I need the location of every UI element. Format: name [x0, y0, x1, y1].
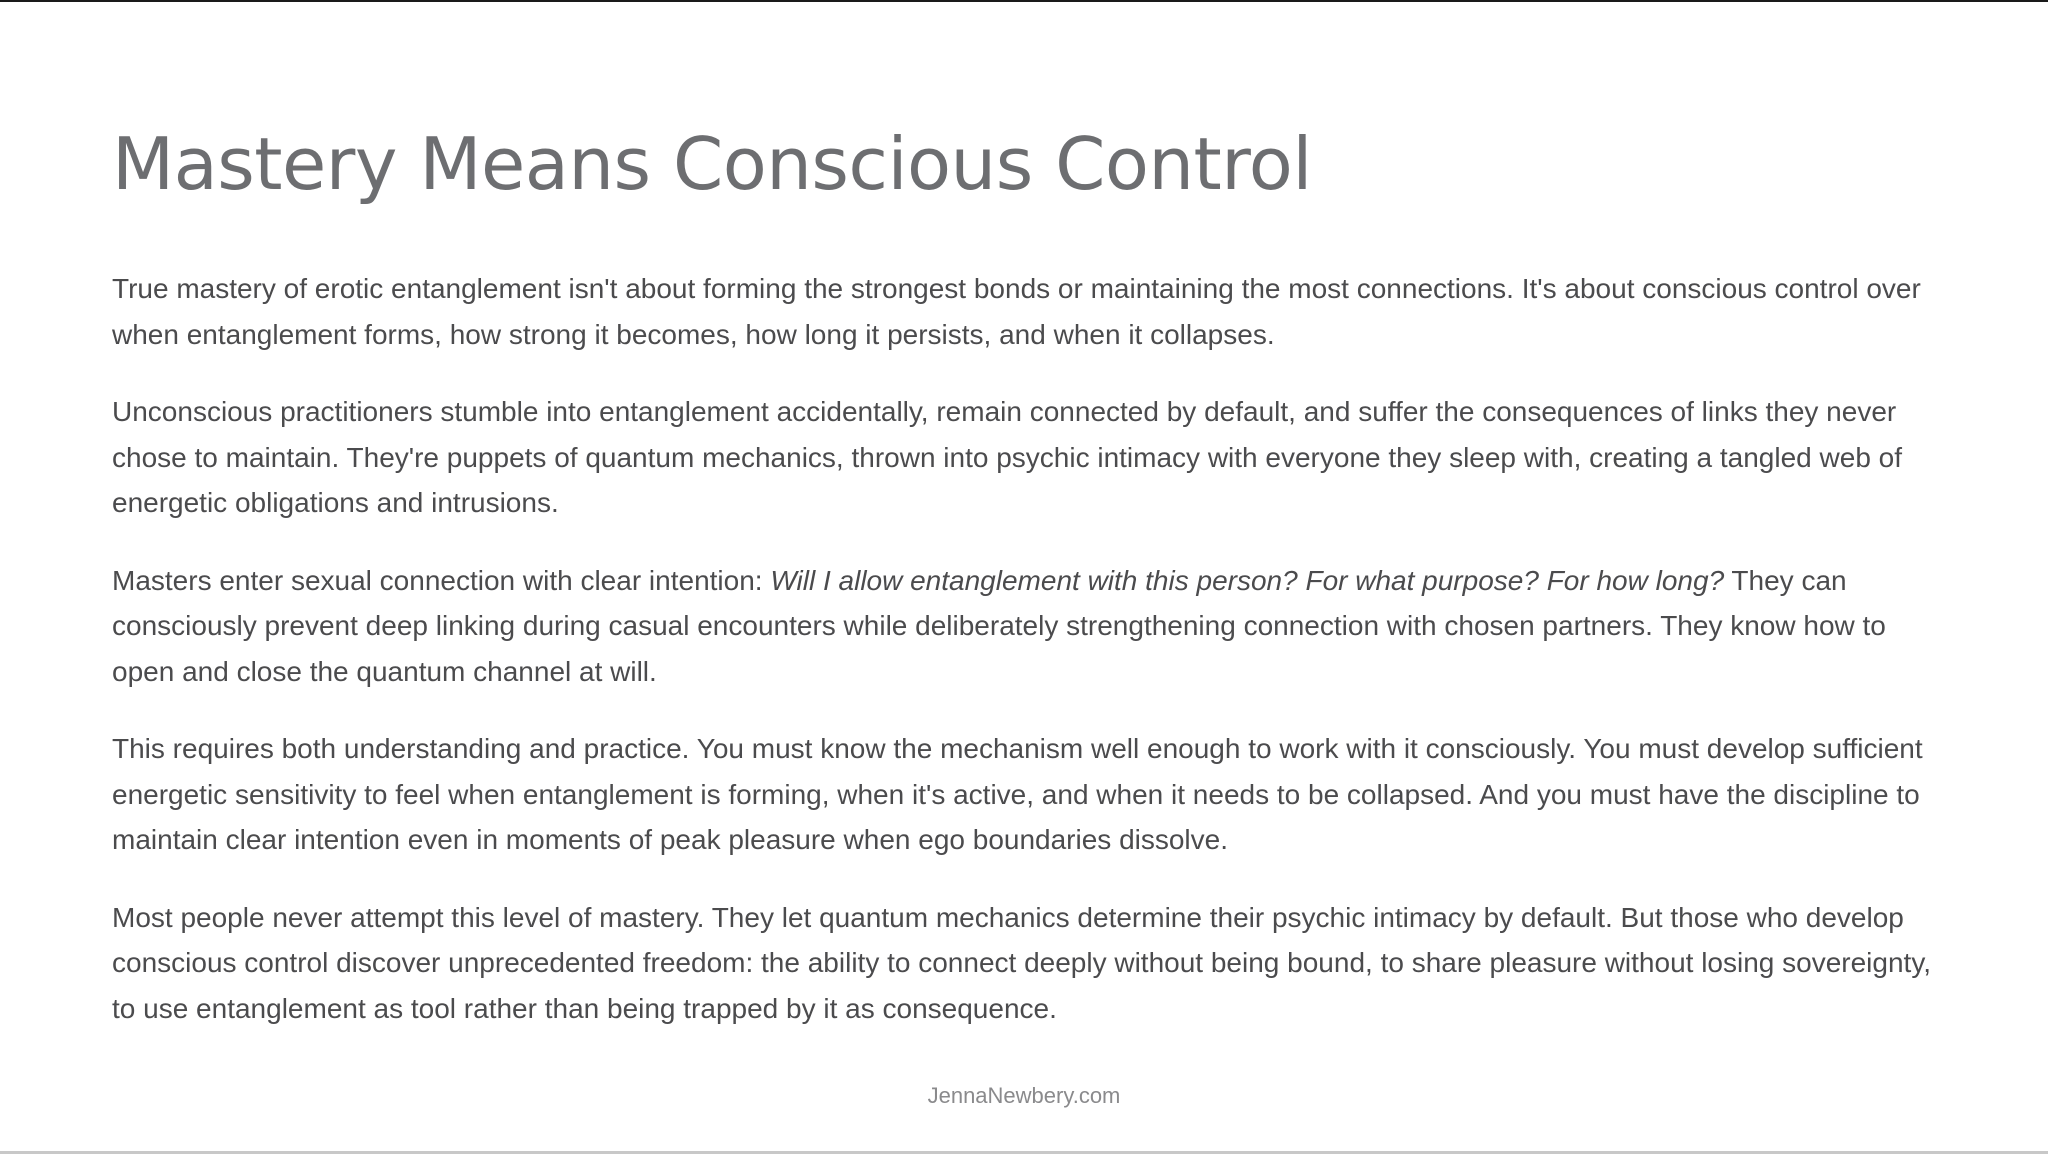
paragraph-3-lead: Masters enter sexual connection with clear intention: — [112, 564, 771, 596]
slide-body — [112, 266, 1952, 1063]
paragraph-3-rest: They can consciously prevent deep linking during casual encounters while deliberately strengthening connection with chosen partners. They know how to open and close the quantum channel at will. — [112, 564, 1886, 687]
paragraph-3-questions: Will I allow entanglement with this person? For what purpose? For how long? — [770, 564, 1725, 596]
footer-site-credit: JennaNewbery.com — [927, 1083, 1121, 1108]
paragraph-2: Unconscious practitioners stumble into entanglement accidentally, remain connected by default, and suffer the consequences of links they never chose to maintain. They're puppets of quantum mechanics, thrown into psychic intimacy with everyone they sleep with, creating a tangled web of energetic obligations and intrusions. — [112, 396, 1903, 518]
paragraph-1: True mastery of erotic entanglement isn't about forming the strongest bonds or maintaining the most connections. It's about conscious control over when entanglement forms, how strong it becomes, how long it persists, and when it collapses. — [112, 273, 1921, 350]
paragraph-5: Most people never attempt this level of mastery. They let quantum mechanics determine their psychic intimacy by default. But those who develop conscious control discover unprecedented freedom: the ability to connect deeply without being bound, to share pleasure without losing sovereignty, to use entanglement as tool rather than being trapped by it as consequence. — [112, 901, 1932, 1024]
paragraph-4: This requires both understanding and practice. You must know the mechanism well enough to work with it consciously. You must develop sufficient energetic sensitivity to feel when entanglement is forming, when it's active, and when it needs to be collapsed. And you must have the discipline to maintain clear intention even in moments of peak pleasure when ego boundaries dissolve. — [112, 733, 1923, 855]
slide-title: Mastery Means Conscious Control — [112, 122, 1312, 206]
paragraph-3 — [112, 558, 1952, 695]
top-border — [0, 0, 2048, 2]
